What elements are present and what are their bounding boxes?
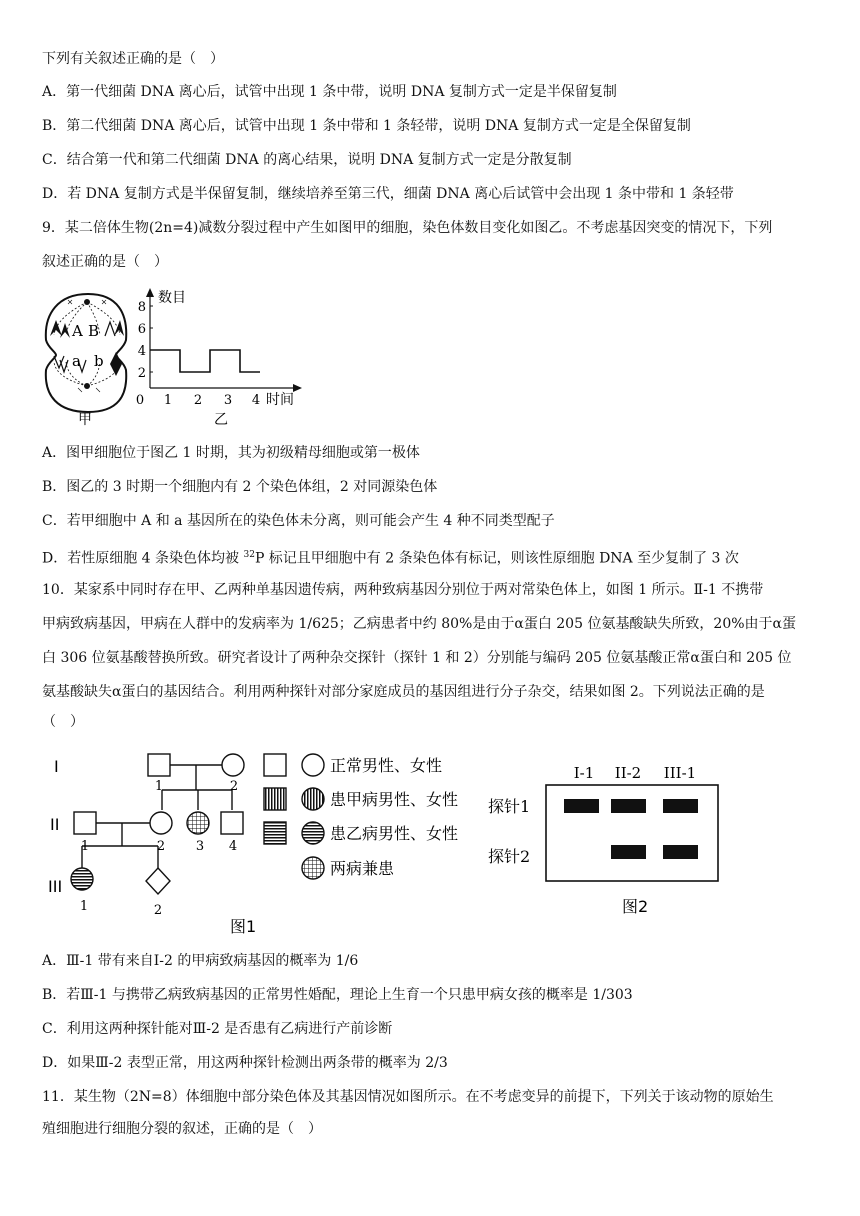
q9-option-c[interactable]: C．若甲细胞中 A 和 a 基因所在的染色体未分离，则可能会产生 4 种不同类型配子 <box>42 513 555 529</box>
q8-stem-tail: 下列有关叙述正确的是（ ） <box>42 51 224 67</box>
q10-option-b[interactable]: B．若Ⅲ-1 与携带乙病致病基因的正常男性婚配，理论上生育一个只患甲病女孩的概率是 1/303 <box>42 987 633 1003</box>
q9-option-b[interactable]: B．图乙的 3 时期一个细胞内有 2 个染色体组，2 对同源染色体 <box>42 479 438 495</box>
fig2-col-I-1: I-1 <box>573 764 595 782</box>
pedigree-I-1 <box>148 754 170 776</box>
q10-stem-line3: 白 306 位氨基酸替换所致。研究者设计了两种杂交探针（探针 1 和 2）分别能与编码 205 位氨基酸正常α蛋白和 205 位 <box>42 650 792 666</box>
pedigree-II-1 <box>74 812 96 834</box>
q10-stem-line5: （ ） <box>42 714 84 730</box>
fig-yi-y-tick: 4 <box>137 344 146 359</box>
fig-jia-label: 甲 <box>78 412 92 428</box>
q8-option-d[interactable]: D．若 DNA 复制方式是半保留复制，继续培养至第三代，细菌 DNA 离心后试管中会出现 1 条中带和 1 条轻带 <box>42 186 734 202</box>
ind-II-3: 3 <box>195 839 205 854</box>
gene-label-A: A <box>72 322 83 340</box>
pedigree-III-2 <box>146 868 170 894</box>
q9-option-d-pre: D．若性原细胞 4 条染色体均被 <box>42 550 244 567</box>
fig-yi-x-tick: 0 <box>135 393 145 408</box>
pedigree-II-3 <box>187 812 209 834</box>
ind-I-1: 1 <box>154 779 164 794</box>
legend-both: 两病兼患 <box>330 859 395 878</box>
fig2-row-probe2: 探针2 <box>488 847 531 866</box>
legend-disease-yi: 患乙病男性、女性 <box>330 824 459 843</box>
fig-yi-y-tick: 8 <box>137 300 146 315</box>
ind-II-4: 4 <box>228 839 238 854</box>
ind-III-1: 1 <box>79 899 89 914</box>
ind-II-1: 1 <box>80 839 90 854</box>
pedigree-II-2 <box>150 812 172 834</box>
q9-option-d-post: P 标记且甲细胞中有 2 条染色体有标记，则该性原细胞 DNA 至少复制了 3 次 <box>254 550 739 567</box>
pedigree-III-1 <box>71 868 93 890</box>
q9-option-d-superscript: 32 <box>243 550 255 560</box>
q11-stem-line1: 11．某生物（2N=8）体细胞中部分染色体及其基因情况如图所示。在不考虑变异的前提下，下列关于该动物的原始生 <box>42 1089 774 1105</box>
q10-stem-line4: 氨基酸缺失α蛋白的基因结合。利用两种探针对部分家庭成员的基因组进行分子杂交，结果如图 2。下列说法正确的是 <box>42 684 765 700</box>
fig1-caption: 图1 <box>230 917 257 936</box>
gene-label-b: b <box>94 352 104 370</box>
fig2-col-III-1: III-1 <box>663 764 697 782</box>
gen-label-I: I <box>54 757 59 776</box>
fig-yi-x-tick: 1 <box>163 393 173 408</box>
band-probe1-III-1 <box>663 799 698 813</box>
band-probe2-III-1 <box>663 845 698 859</box>
q10-option-d[interactable]: D．如果Ⅲ-2 表型正常，用这两种探针检测出两条带的概率为 2/3 <box>42 1055 448 1071</box>
q9-figure-yi <box>128 284 308 434</box>
q8-option-b[interactable]: B．第二代细菌 DNA 离心后，试管中出现 1 条中带和 1 条轻带，说明 DNA 复制方式一定是全保留复制 <box>42 118 691 134</box>
legend-normal: 正常男性、女性 <box>330 756 443 775</box>
q9-stem-line1: 9．某二倍体生物(2n=4)减数分裂过程中产生如图甲的细胞，染色体数目变化如图乙。不考虑基因突变的情况下，下列 <box>42 220 773 236</box>
fig-yi-x-tick: 2 <box>193 393 203 408</box>
q10-figure2-probes <box>488 760 728 922</box>
q10-option-c[interactable]: C．利用这两种探针能对Ⅲ-2 是否患有乙病进行产前诊断 <box>42 1021 393 1037</box>
ind-I-2: 2 <box>229 779 239 794</box>
fig-yi-y-tick: 2 <box>137 366 146 381</box>
q9-stem-line2: 叙述正确的是（ ） <box>42 254 168 270</box>
pedigree-II-4 <box>221 812 243 834</box>
gene-label-B: B <box>88 322 100 340</box>
fig-yi-y-title: 数目 <box>158 290 186 306</box>
q9-option-d[interactable] <box>42 545 739 569</box>
gen-label-II: II <box>50 815 60 834</box>
fig-yi-x-tick: 3 <box>223 393 233 408</box>
fig-yi-step-line <box>150 350 260 372</box>
q10-option-a[interactable]: A．Ⅲ-1 带有来自Ⅰ-2 的甲病致病基因的概率为 1/6 <box>42 953 359 969</box>
fig-yi-y-tick: 6 <box>137 322 146 337</box>
band-probe1-II-2 <box>611 799 646 813</box>
fig2-col-II-2: II-2 <box>614 764 642 782</box>
q9-option-a[interactable]: A．图甲细胞位于图乙 1 时期，其为初级精母细胞或第一极体 <box>42 445 420 461</box>
fig2-row-probe1: 探针1 <box>488 797 531 816</box>
q10-figure1-pedigree <box>40 744 480 940</box>
q10-stem-line2: 甲病致病基因，甲病在人群中的发病率为 1/625；乙病患者中约 80%是由于α蛋白 205 位氨基酸缺失所致，20%由于α蛋 <box>42 616 797 632</box>
gene-label-a: a <box>72 352 81 370</box>
fig-yi-label: 乙 <box>214 412 228 428</box>
q11-stem-line2: 殖细胞进行细胞分裂的叙述，正确的是（ ） <box>42 1121 322 1137</box>
ind-III-2: 2 <box>153 903 163 918</box>
q9-figure-jia <box>38 290 136 430</box>
fig2-caption: 图2 <box>622 897 649 916</box>
gen-label-III: III <box>48 877 63 896</box>
band-probe1-I-1 <box>564 799 599 813</box>
q10-stem-line1: 10．某家系中同时存在甲、乙两种单基因遗传病，两种致病基因分别位于两对常染色体上，如图 1 所示。Ⅱ-1 不携带 <box>42 582 764 598</box>
fig-yi-x-title: 时间 <box>266 392 294 408</box>
band-probe2-II-2 <box>611 845 646 859</box>
ind-II-2: 2 <box>156 839 166 854</box>
q8-option-c[interactable]: C．结合第一代和第二代细菌 DNA 的离心结果，说明 DNA 复制方式一定是分散复制 <box>42 152 572 168</box>
pedigree-I-2 <box>222 754 244 776</box>
q8-option-a[interactable]: A．第一代细菌 DNA 离心后，试管中出现 1 条中带，说明 DNA 复制方式一定是半保留复制 <box>42 84 617 100</box>
legend-disease-jia: 患甲病男性、女性 <box>330 790 459 809</box>
fig-yi-x-tick: 4 <box>251 393 261 408</box>
